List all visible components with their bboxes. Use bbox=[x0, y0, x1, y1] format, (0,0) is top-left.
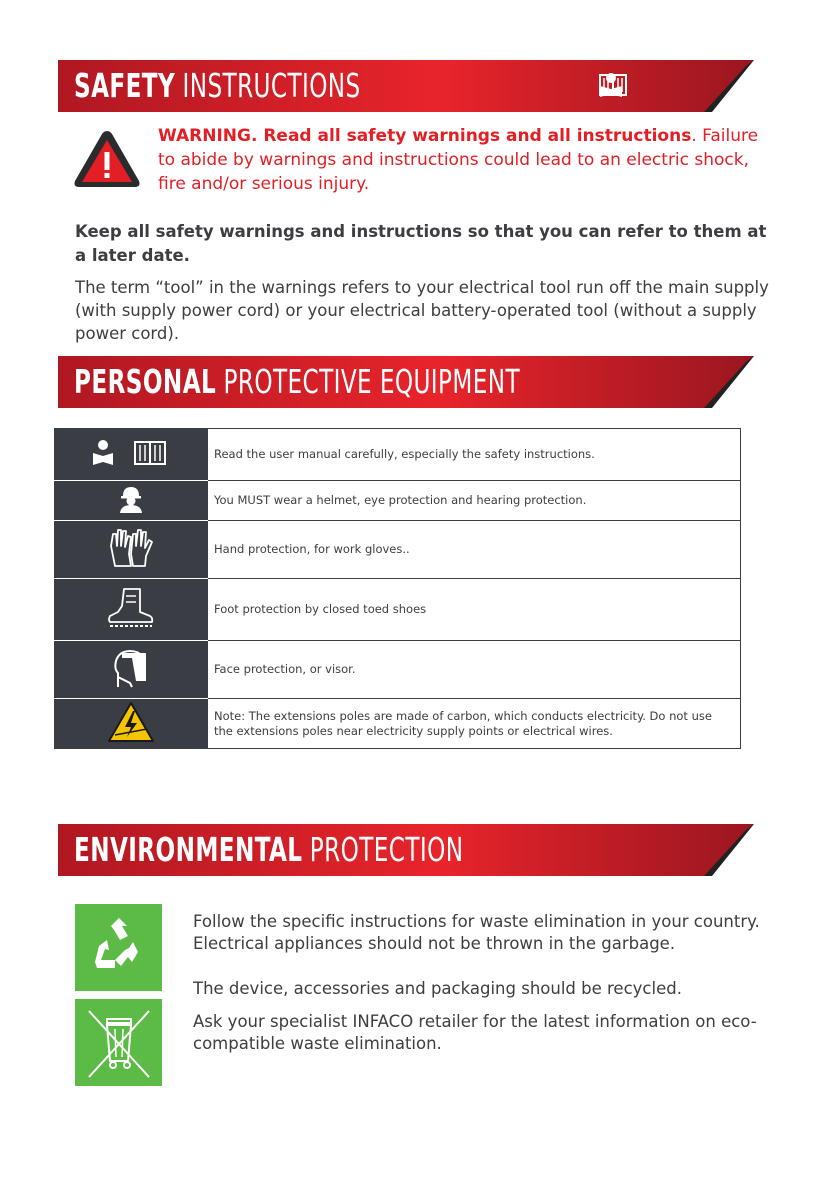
retailer-info-text: Ask your specialist INFACO retailer for the latest information on eco-compatible waste elimination. bbox=[193, 1012, 757, 1053]
section-title: ENVIRONMENTAL PROTECTION bbox=[74, 830, 464, 869]
electric-hazard-icon bbox=[107, 701, 155, 743]
icon-cell bbox=[55, 579, 208, 641]
safety-instructions-banner bbox=[58, 60, 754, 112]
table-row bbox=[55, 579, 741, 641]
section-title: PERSONAL PROTECTIVE EQUIPMENT bbox=[74, 362, 521, 401]
ppe-text: Face protection, or visor. bbox=[208, 641, 741, 699]
visor-icon bbox=[110, 647, 152, 689]
icon-cell bbox=[55, 699, 208, 749]
ppe-text: Hand protection, for work gloves.. bbox=[208, 521, 741, 579]
section-title: SAFETY INSTRUCTIONS bbox=[74, 66, 361, 105]
ppe-text: Read the user manual carefully, especially the safety instructions. bbox=[208, 429, 741, 481]
table-row bbox=[55, 429, 741, 481]
icon-cell bbox=[55, 429, 208, 481]
table-row bbox=[55, 641, 741, 699]
read-manual-icon bbox=[91, 438, 171, 468]
warning-text: WARNING. Read all safety warnings and all instructions. Failure to abide by warnings and instructions could lead to an electric shock, fire and/or serious injury. bbox=[158, 126, 759, 194]
keep-instructions-text: Keep all safety warnings and instructions so that you can refer to them at a later date. bbox=[75, 222, 767, 265]
weee-icon-box bbox=[75, 999, 162, 1086]
term-definition-text: The term “tool” in the warnings refers to your electrical tool run off the main supply (with supply power cord) or your electrical battery-operated tool (without a supply power cord). bbox=[75, 278, 769, 343]
icon-cell bbox=[55, 641, 208, 699]
recycle-text: The device, accessories and packaging should be recycled. bbox=[193, 979, 682, 998]
ppe-text: Note: The extensions poles are made of carbon, which conducts electricity. Do not use the extensions poles near electricity supply points or electrical wires. bbox=[208, 699, 741, 749]
book-icon bbox=[598, 72, 628, 98]
environmental-protection-banner bbox=[58, 824, 754, 876]
table-row bbox=[55, 481, 741, 521]
gloves-icon bbox=[107, 526, 155, 570]
icon-cell bbox=[55, 481, 208, 521]
icon-cell bbox=[55, 521, 208, 579]
table-row bbox=[55, 699, 741, 749]
warning-triangle-icon bbox=[72, 128, 142, 190]
recycle-icon-box bbox=[75, 904, 162, 991]
crossed-bin-icon bbox=[75, 999, 162, 1086]
helmet-icon bbox=[116, 484, 146, 514]
table-row bbox=[55, 521, 741, 579]
ppe-table bbox=[54, 428, 741, 749]
personal-protective-equipment-banner bbox=[58, 356, 754, 408]
waste-instructions-text: Follow the specific instructions for waste elimination in your country. Electrical appliances should not be thrown in the garbage. bbox=[193, 912, 760, 953]
ppe-text: You MUST wear a helmet, eye protection and hearing protection. bbox=[208, 481, 741, 521]
recycle-icon bbox=[75, 904, 162, 991]
ppe-text: Foot protection by closed toed shoes bbox=[208, 579, 741, 641]
boot-icon bbox=[106, 586, 156, 630]
